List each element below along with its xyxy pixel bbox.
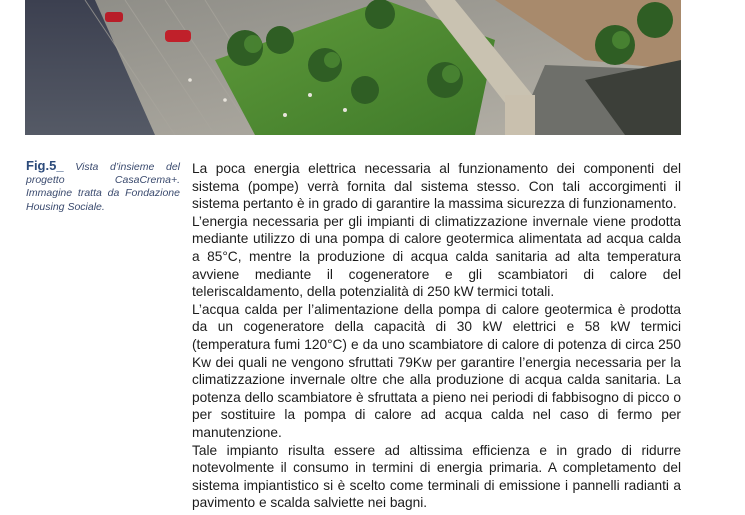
paragraph-4: Tale impianto risulta essere ad altissima efficienza e in grado di ridurre notevolmente il consumo in termini di energia primaria. A completamento del sistema impiantistico si è scelto come terminali di emissione i pannelli radianti a pavimento e scalda salviette nei bagni.	[192, 442, 681, 511]
body-text	[192, 160, 681, 512]
aerial-render-image	[25, 0, 681, 135]
paragraph-2: L’energia necessaria per gli impianti di climatizzazione invernale viene prodotta mediante utilizzo di una pompa di calore geotermica alimentata ad acqua calda a 85°C, mentre la produzione di acqua calda sanitaria ad alta temperatura avviene mediante il cogeneratore e gli scambiatori di calore del teleriscaldamento, della potenzialità di 250 kW termici totali.	[192, 213, 681, 300]
paragraph-3: L’acqua calda per l’alimentazione della pompa di calore geotermica è prodotta da un cogeneratore della capacità di 30 kW elettrici e 58 kW termici (temperatura fumi 120°C) e da uno scambiatore di calore di potenza di circa 250 Kw dei quali ne vengono sfruttati 79Kw per garantire l’energia necessaria per la climatizzazione invernale oltre che alla produzione di acqua calda sanitaria. La potenza dello scambiatore è sfruttata a pieno nei periodi di fabbisogno di picco o per sostituire la pompa di calore ad acqua calda nel caso di fermo per manutenzione.	[192, 301, 681, 440]
paragraph-1: La poca energia elettrica necessaria al funzionamento dei componenti del sistema (pompe) verrà fornita dal sistema stesso. Con tali accorgimenti il sistema pertanto è in grado di garantire la massima sicurezza di funzionamento.	[192, 161, 681, 212]
figure-label: Fig.5_	[26, 158, 64, 173]
figure-caption-text: Vista d’insieme del progetto CasaCrema+. Immagine tratta da Fondazione Housing Sociale.	[26, 161, 180, 213]
figure-caption	[26, 159, 180, 214]
